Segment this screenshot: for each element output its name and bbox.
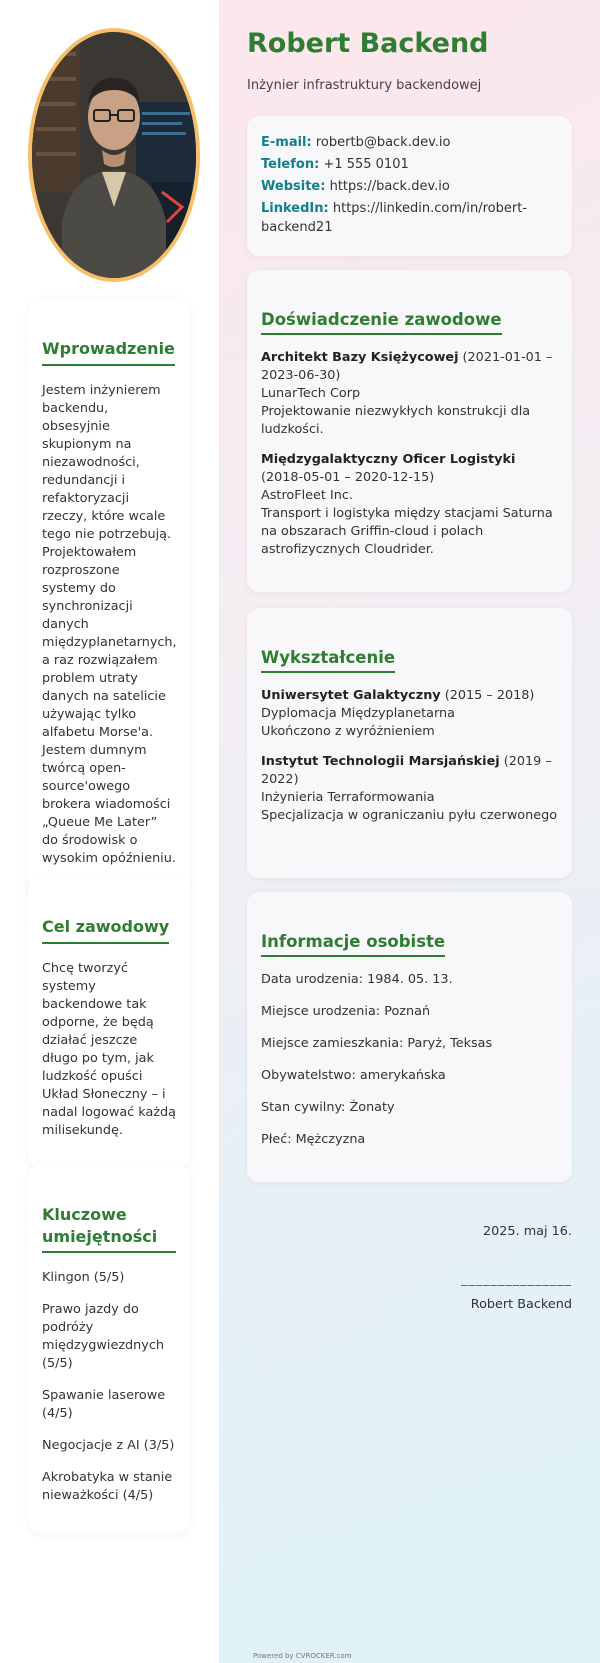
experience-card bbox=[247, 270, 572, 592]
signature-name: Robert Backend bbox=[470, 1297, 572, 1312]
school-dates: (2019 – 2022) bbox=[261, 754, 552, 787]
contact-phone bbox=[261, 155, 558, 174]
contact-card bbox=[247, 116, 572, 256]
phone-value[interactable]: +1 555 0101 bbox=[323, 157, 409, 172]
goal-card bbox=[28, 876, 190, 1168]
intro-text: Jestem inżynierem backendu, obsesyjnie skupionym na niezawodności, redundancji i refaktoryzacji rzeczy, które wcale tego nie potrzebują. Projektowałem rozproszone systemy do synchronizacji danych międzyplanetarnych, a raz rozwiązałem problem utraty danych na satelicie używając tylko alfabetu Morse'a. Jestem dumnym twórcą open-source'owego brokera wiadomości „Queue Me Later” do środowisk o wysokim opóźnieniu. bbox=[42, 382, 177, 866]
document-date: 2025. maj 16. bbox=[483, 1224, 572, 1239]
job-company: LunarTech Corp bbox=[261, 386, 361, 401]
education-title: Wykształcenie bbox=[261, 648, 395, 673]
personal-item: Miejsce zamieszkania: Paryż, Teksas bbox=[261, 1036, 493, 1051]
job-dates: (2018-05-01 – 2020-12-15) bbox=[261, 470, 435, 485]
signature-line: _______________ bbox=[461, 1272, 572, 1287]
personal-item: Miejsce urodzenia: Poznań bbox=[261, 1004, 431, 1019]
contact-email bbox=[261, 133, 558, 152]
goal-text: Chcę tworzyć systemy backendowe tak odporne, że będą działać jeszcze długo po tym, jak ludzkość opuści Układ Słoneczny – i nadal logować każdą milisekundę. bbox=[42, 960, 176, 1138]
intro-card bbox=[28, 298, 190, 896]
school-name: Uniwersytet Galaktyczny bbox=[261, 688, 441, 703]
contact-website bbox=[261, 177, 558, 196]
goal-title: Cel zawodowy bbox=[42, 916, 169, 944]
job-desc: Projektowanie niezwykłych konstrukcji dla ludzkości. bbox=[261, 404, 531, 437]
left-column bbox=[0, 0, 219, 1663]
experience-title: Doświadczenie zawodowe bbox=[261, 310, 502, 335]
experience-item bbox=[261, 451, 558, 559]
school-name: Instytut Technologii Marsjańskiej bbox=[261, 754, 500, 769]
job-dates: (2021-01-01 – 2023-06-30) bbox=[261, 350, 553, 383]
skill-item: Spawanie laserowe (4/5) bbox=[42, 1388, 166, 1422]
job-role: Architekt Bazy Księżycowej bbox=[261, 350, 459, 365]
personal-item: Płeć: Mężczyzna bbox=[261, 1132, 366, 1147]
degree-note: Ukończono z wyróżnieniem bbox=[261, 724, 435, 739]
skill-item: Negocjacje z AI (3/5) bbox=[42, 1438, 175, 1454]
website-label: Website: bbox=[261, 179, 326, 194]
phone-label: Telefon: bbox=[261, 157, 320, 172]
powered-by-link[interactable]: Powered by CVROCKER.com bbox=[253, 1652, 352, 1660]
degree: Dyplomacja Międzyplanetarna bbox=[261, 706, 455, 721]
job-company: AstroFleet Inc. bbox=[261, 488, 353, 503]
personal-item: Obywatelstwo: amerykańska bbox=[261, 1068, 446, 1083]
intro-title: Wprowadzenie bbox=[42, 338, 175, 366]
education-item bbox=[261, 687, 558, 741]
job-role: Międzygalaktyczny Oficer Logistyki bbox=[261, 452, 516, 467]
profile-photo bbox=[28, 28, 200, 282]
personal-item: Stan cywilny: Żonaty bbox=[261, 1100, 395, 1115]
degree-note: Specjalizacja w ograniczaniu pyłu czerwonego bbox=[261, 808, 558, 823]
degree: Inżynieria Terraformowania bbox=[261, 790, 435, 805]
job-desc: Transport i logistyka między stacjami Saturna na obszarach Griffin-cloud i polach astrofizycznych Cloudrider. bbox=[261, 506, 553, 557]
skill-item: Klingon (5/5) bbox=[42, 1270, 125, 1286]
email-label: E-mail: bbox=[261, 135, 312, 150]
skills-title: Kluczowe umiejętności bbox=[42, 1204, 176, 1253]
job-subtitle: Inżynier infrastruktury backendowej bbox=[247, 78, 482, 93]
personal-card bbox=[247, 892, 572, 1182]
email-value[interactable]: robertb@back.dev.io bbox=[315, 135, 451, 150]
education-card bbox=[247, 608, 572, 878]
skill-item: Prawo jazdy do podróży międzygwiezdnych (5/5) bbox=[42, 1302, 164, 1372]
full-name: Robert Backend bbox=[247, 28, 489, 59]
education-item bbox=[261, 753, 558, 825]
skills-card bbox=[28, 1164, 190, 1533]
portrait-photo-icon bbox=[32, 32, 196, 278]
linkedin-label: LinkedIn: bbox=[261, 201, 329, 216]
personal-title: Informacje osobiste bbox=[261, 932, 445, 957]
website-link[interactable]: https://back.dev.io bbox=[329, 179, 450, 194]
linkedin-link[interactable]: https://linkedin.com/in/robert-backend21 bbox=[261, 201, 527, 235]
contact-linkedin bbox=[261, 199, 558, 237]
personal-item: Data urodzenia: 1984. 05. 13. bbox=[261, 972, 453, 987]
experience-item bbox=[261, 349, 558, 439]
school-dates: (2015 – 2018) bbox=[444, 688, 535, 703]
skill-item: Akrobatyka w stanie nieważkości (4/5) bbox=[42, 1470, 173, 1504]
